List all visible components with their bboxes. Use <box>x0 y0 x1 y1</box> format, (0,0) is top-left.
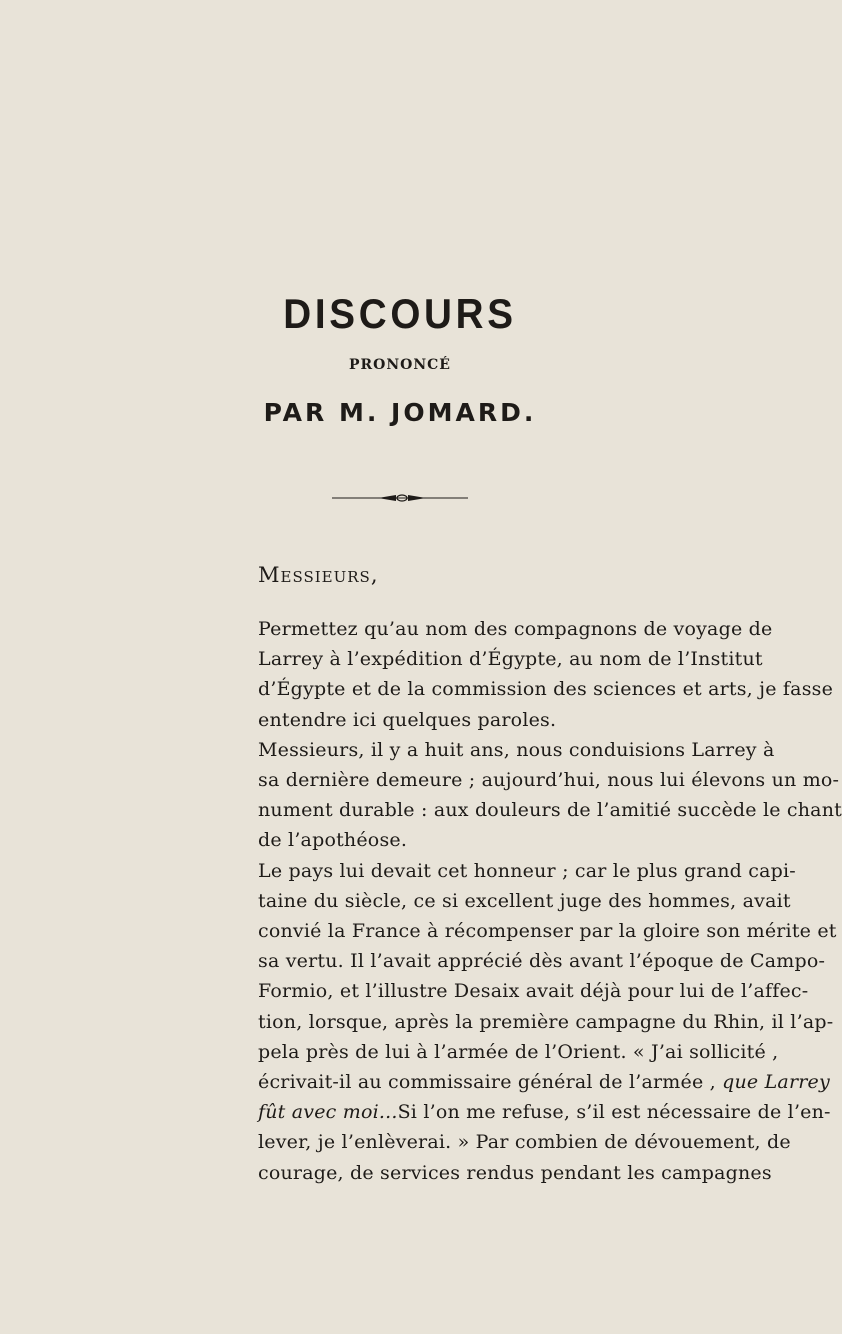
text-fragment: Si l’on me refuse, s’il est nécessaire de l’en- <box>397 1101 831 1124</box>
text-line: de l’apothéose. <box>258 829 408 852</box>
italic-quote: que Larrey <box>722 1071 830 1094</box>
text-line: Larrey à l’expédition d’Égypte, au nom de l’Institut <box>258 648 763 671</box>
body-text <box>258 614 842 1188</box>
text-line: Messieurs, il y a huit ans, nous conduisions Larrey à <box>258 738 775 761</box>
text-line: Le pays lui devait cet honneur ; car le plus grand capi- <box>258 859 796 882</box>
text-line-mixed <box>258 1067 830 1097</box>
italic-quote: fût avec moi... <box>258 1101 398 1124</box>
text-line-mixed <box>258 1097 831 1127</box>
page-title: DISCOURS <box>283 290 517 337</box>
text-line: Formio, et l’illustre Desaix avait déjà pour lui de l’affec- <box>258 980 809 1003</box>
text-line: sa vertu. Il l’avait apprécié dès avant l’époque de Campo- <box>258 950 826 973</box>
text-line: d’Égypte et de la commission des sciences et arts, je fasse <box>258 678 834 701</box>
text-line: entendre ici quelques paroles. <box>258 708 557 731</box>
text-line: tion, lorsque, après la première campagne du Rhin, il l’ap- <box>258 1010 834 1033</box>
text-line: taine du siècle, ce si excellent juge des hommes, avait <box>258 889 791 912</box>
text-line: nument durable : aux douleurs de l’amitié succède le chant <box>258 799 842 822</box>
text-line: Permettez qu’au nom des compagnons de voyage de <box>258 618 773 640</box>
text-line: lever, je l’enlèverai. » Par combien de dévouement, de <box>258 1131 791 1154</box>
salutation: Messieurs, <box>258 563 379 587</box>
ornament-divider <box>0 492 800 504</box>
text-line: courage, de services rendus pendant les campagnes <box>258 1161 772 1184</box>
text-line: sa dernière demeure ; aujourd’hui, nous lui élevons un mo- <box>258 769 840 792</box>
text-line: convié la France à récompenser par la gloire son mérite et <box>258 920 837 943</box>
author-line: PAR M. JOMARD. <box>263 398 537 427</box>
subtitle: PRONONCÉ <box>349 357 451 373</box>
text-fragment: écrivait-il au commissaire général de l’armée , <box>258 1071 716 1094</box>
text-line: pela près de lui à l’armée de l’Orient. « J’ai sollicité , <box>258 1040 779 1063</box>
